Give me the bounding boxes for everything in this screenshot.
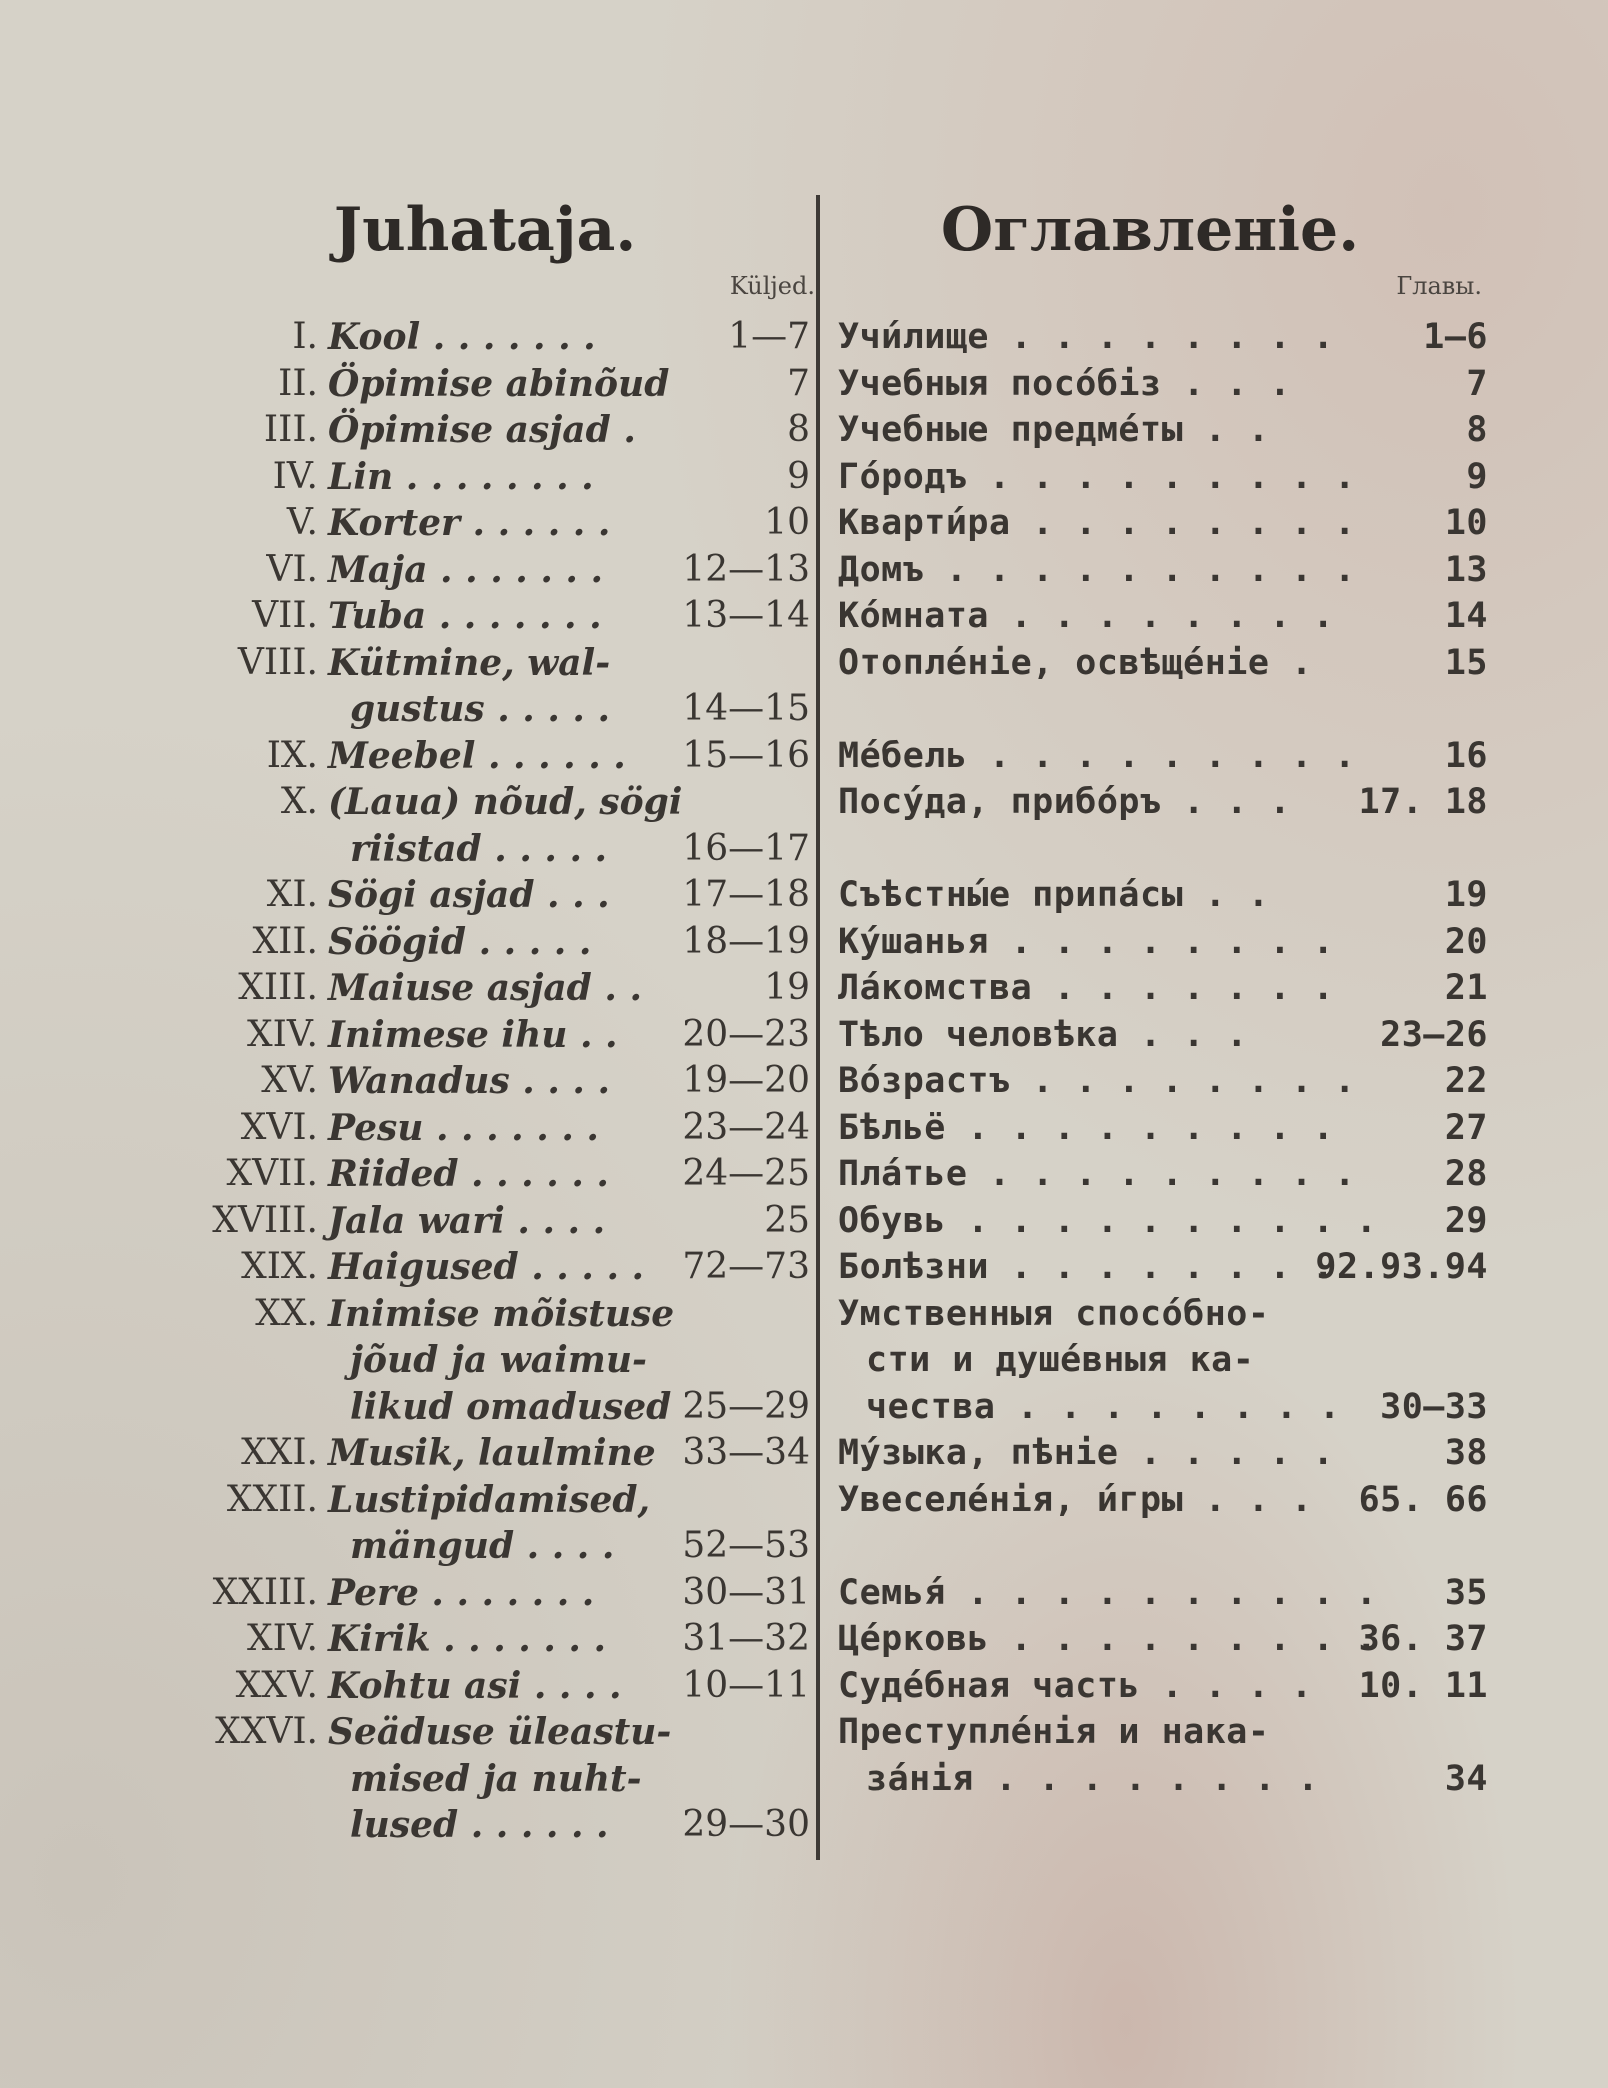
chapter-title: Seäduse üleastu- [328, 1711, 672, 1753]
chapter-number: XVIII. [212, 1199, 318, 1241]
russian-toc-row [838, 1616, 1488, 1662]
chapter-numbers: 15 [1444, 642, 1488, 683]
russian-toc-row [838, 500, 1488, 546]
chapter-number: IX. [266, 734, 318, 776]
chapter-title: Учебные предме́ты . . [838, 410, 1270, 450]
chapter-numbers: 16 [1444, 735, 1488, 776]
estonian-toc-row [110, 1384, 810, 1430]
chapter-title: Söögid . . . . . [328, 920, 592, 963]
russian-toc-row [838, 547, 1488, 593]
estonian-toc-row [110, 361, 810, 407]
chapter-number: XX. [255, 1292, 318, 1334]
page-range: 20—23 [682, 1013, 810, 1055]
chapter-title: Домъ . . . . . . . . . . [838, 549, 1356, 590]
russian-toc-row [838, 1430, 1488, 1476]
chapter-number: IV. [272, 455, 318, 497]
chapter-numbers: 38 [1444, 1433, 1488, 1473]
estonian-toc-row [110, 965, 810, 1011]
chapter-title: Умственныя спосо́бно- [838, 1293, 1270, 1334]
chapter-title: likud omadused [350, 1385, 672, 1428]
chapter-numbers: 23—26 [1380, 1014, 1488, 1055]
page-range: 16—17 [682, 827, 810, 869]
estonian-heading: Juhataja. [333, 195, 637, 265]
chapter-numbers: 28 [1444, 1154, 1488, 1194]
russian-toc-row [838, 1198, 1488, 1244]
estonian-toc-row [110, 407, 810, 453]
page-range: 29—30 [682, 1804, 810, 1845]
chapter-number: X. [280, 781, 318, 822]
chapter-numbers: 21 [1444, 968, 1488, 1008]
russian-toc-row [838, 1291, 1488, 1337]
russian-heading: Оглавленіе. [940, 195, 1360, 265]
chapter-title: Kool . . . . . . . [328, 316, 596, 358]
chapter-title: Haigused . . . . . [328, 1246, 645, 1288]
chapter-number: VIII. [237, 641, 318, 683]
page-range: 24—25 [682, 1153, 810, 1194]
chapter-numbers: 27 [1444, 1107, 1488, 1148]
chapter-numbers: 22 [1444, 1061, 1488, 1101]
chapter-number: XXV. [235, 1664, 318, 1706]
chapter-title: Lustipidamised, [328, 1478, 651, 1521]
chapter-numbers: 8 [1466, 410, 1488, 450]
russian-toc-row [838, 1663, 1488, 1709]
chapter-numbers: 10 [1444, 503, 1488, 543]
chapter-number: XIX. [241, 1246, 318, 1287]
estonian-toc-row [110, 1244, 810, 1290]
chapter-title: lused . . . . . . [350, 1804, 609, 1846]
chapter-numbers: 9 [1466, 456, 1488, 497]
russian-toc-row [838, 1477, 1488, 1523]
chapter-title: Тѣло человѣка . . . [838, 1014, 1248, 1055]
page-range: 1—7 [728, 316, 810, 357]
russian-toc-row [838, 919, 1488, 965]
chapter-number: XIII. [238, 967, 318, 1008]
chapter-title: Пла́тье . . . . . . . . . [838, 1154, 1356, 1194]
chapter-title: Обувь . . . . . . . . . . [838, 1200, 1378, 1241]
chapter-numbers: 7 [1466, 363, 1488, 404]
estonian-toc-row [110, 314, 810, 360]
page-range: 13—14 [682, 595, 810, 636]
chapter-title: Посу́да, прибо́ръ . . . [838, 782, 1292, 822]
chapter-number: XVII. [226, 1153, 318, 1194]
chapter-numbers: 65. 66 [1358, 1479, 1488, 1520]
russian-toc-row [838, 454, 1488, 500]
column-divider [816, 195, 820, 1860]
chapter-number: VII. [252, 595, 318, 636]
chapter-number: XXII. [226, 1478, 318, 1520]
page-range: 9 [787, 455, 810, 497]
page-range: 17—18 [682, 874, 810, 915]
page-range: 10 [764, 502, 810, 543]
chapter-numbers: 35 [1444, 1572, 1488, 1613]
russian-toc-row [838, 1105, 1488, 1151]
estonian-toc-row [110, 1058, 810, 1104]
chapter-title: riistad . . . . . [350, 827, 608, 870]
chapter-title: Jala wari . . . . [328, 1199, 606, 1242]
chapter-title: mised ja nuht- [350, 1757, 642, 1800]
chapter-title: Öpimise asjad . [328, 409, 636, 451]
chapter-numbers: 1—6 [1423, 317, 1488, 357]
estonian-toc-row [110, 686, 810, 732]
chapter-number: XXIII. [212, 1571, 318, 1613]
chapter-title: Съѣстны́е припа́сы . . [838, 875, 1270, 915]
chapter-number: XIV. [247, 1618, 318, 1659]
chapter-title: Ла́комства . . . . . . . [838, 968, 1335, 1008]
chapter-title: Riided . . . . . . [328, 1153, 609, 1195]
chapter-title: Kohtu asi . . . . [328, 1664, 622, 1707]
russian-toc-row [838, 1012, 1488, 1058]
russian-toc-row [838, 593, 1488, 639]
page-range: 31—32 [682, 1618, 810, 1659]
estonian-toc-row [110, 826, 810, 872]
chapter-numbers: 20 [1444, 921, 1488, 962]
chapter-title: Увеселе́нія, и́гры . . . [838, 1479, 1313, 1520]
chapter-numbers: 36. 37 [1358, 1619, 1488, 1659]
chapter-title: Wanadus . . . . [328, 1060, 611, 1102]
estonian-toc-row [110, 1430, 810, 1476]
chapter-title: Ку́шанья . . . . . . . . [838, 921, 1335, 962]
russian-toc-row [838, 733, 1488, 779]
page-range: 15—16 [682, 734, 810, 776]
russian-toc-row [838, 872, 1488, 918]
russian-toc-row [838, 1337, 1488, 1383]
estonian-toc-row [110, 872, 810, 918]
chapter-title: Musik, laulmine [328, 1432, 656, 1474]
chapter-numbers: 92.93.94 [1315, 1247, 1488, 1287]
russian-toc-row [838, 361, 1488, 407]
page-range: 30—31 [682, 1571, 810, 1613]
chapter-number: V. [286, 502, 318, 543]
chapter-title: Kirik . . . . . . . [328, 1618, 607, 1660]
page-range: 52—53 [682, 1525, 810, 1566]
estonian-toc-row [110, 1337, 810, 1383]
russian-toc-row [838, 407, 1488, 453]
estonian-toc-row [110, 547, 810, 593]
chapter-title: Суде́бная часть . . . . [838, 1665, 1313, 1706]
estonian-toc-row [110, 1756, 810, 1802]
russian-toc-row [838, 1570, 1488, 1616]
russian-toc-row [838, 1384, 1488, 1430]
chapter-title: Kütmine, wal- [328, 641, 611, 684]
chapter-title: Семья́ . . . . . . . . . . [838, 1572, 1378, 1613]
russian-toc-row [838, 1709, 1488, 1755]
estonian-toc-row [110, 593, 810, 639]
chapter-title: Ко́мната . . . . . . . . [838, 596, 1335, 636]
chapter-numbers: 10. 11 [1358, 1665, 1488, 1706]
estonian-column-label: Küljed. [729, 272, 815, 300]
estonian-toc-row [110, 1477, 810, 1523]
chapter-title: jõud ja waimu- [350, 1339, 647, 1381]
chapter-title: (Laua) nõud, sögi [328, 781, 683, 823]
russian-toc-row [838, 640, 1488, 686]
chapter-numbers: 13 [1444, 549, 1488, 590]
chapter-title: Inimese ihu . . [328, 1013, 618, 1056]
russian-toc-row [838, 1151, 1488, 1197]
page-range: 19 [764, 967, 810, 1008]
chapter-title: Öpimise abinõud [328, 362, 670, 405]
chapter-number: XV. [261, 1060, 318, 1101]
chapter-numbers: 29 [1444, 1200, 1488, 1241]
estonian-toc-row [110, 640, 810, 686]
chapter-number: III. [263, 409, 318, 450]
chapter-title: Во́зрастъ . . . . . . . . [838, 1061, 1356, 1101]
chapter-title: Бѣльё . . . . . . . . . [838, 1107, 1335, 1148]
page-range: 10—11 [682, 1664, 810, 1706]
page-range: 25—29 [682, 1385, 810, 1427]
chapter-title: за́нія . . . . . . . . [866, 1758, 1320, 1799]
chapter-number: XIV. [247, 1013, 318, 1055]
estonian-toc-row [110, 454, 810, 500]
chapter-title: Inimise mõistuse [328, 1292, 675, 1335]
chapter-title: Sögi asjad . . . [328, 874, 610, 916]
chapter-title: Це́рковь . . . . . . . . . [838, 1619, 1378, 1659]
estonian-toc-row [110, 1291, 810, 1337]
page-range: 8 [787, 409, 810, 450]
estonian-toc-row [110, 500, 810, 546]
estonian-toc-row [110, 1709, 810, 1755]
chapter-numbers: 14 [1444, 596, 1488, 636]
page-range: 12—13 [682, 548, 810, 590]
chapter-number: XI. [266, 874, 318, 915]
chapter-title: gustus . . . . . [350, 688, 611, 730]
russian-toc-row [838, 1756, 1488, 1802]
page-range: 18—19 [682, 920, 810, 962]
chapter-title: Korter . . . . . . [328, 502, 611, 544]
page-range: 19—20 [682, 1060, 810, 1101]
page-range: 14—15 [682, 688, 810, 729]
chapter-title: Pere . . . . . . . [328, 1571, 595, 1614]
chapter-number: XXI. [241, 1432, 318, 1473]
estonian-toc-row [110, 779, 810, 825]
chapter-title: Meebel . . . . . . [328, 734, 626, 777]
estonian-toc-row [110, 1012, 810, 1058]
chapter-title: Учи́лище . . . . . . . . [838, 317, 1335, 357]
estonian-toc-row [110, 1616, 810, 1662]
russian-toc-row [838, 1244, 1488, 1290]
chapter-number: VI. [266, 548, 318, 590]
page-range: 25 [764, 1199, 810, 1241]
estonian-toc-row [110, 1105, 810, 1151]
chapter-numbers: 30—33 [1380, 1386, 1488, 1427]
page-range: 7 [787, 362, 810, 404]
page-range: 23—24 [682, 1106, 810, 1148]
estonian-toc-row [110, 1198, 810, 1244]
estonian-toc-row [110, 1151, 810, 1197]
chapter-title: сти и душе́вныя ка- [866, 1340, 1255, 1380]
russian-toc-row [838, 1058, 1488, 1104]
chapter-number: XII. [252, 920, 318, 962]
chapter-title: Lin . . . . . . . . [328, 455, 594, 498]
chapter-title: Преступле́нія и нака- [838, 1712, 1270, 1752]
chapter-title: Pesu . . . . . . . [328, 1106, 599, 1149]
chapter-number: II. [278, 362, 318, 404]
chapter-numbers: 17. 18 [1358, 782, 1488, 822]
estonian-toc-row [110, 1802, 810, 1848]
estonian-toc-row [110, 733, 810, 779]
russian-toc-row [838, 779, 1488, 825]
chapter-title: Учебныя посо́біз . . . [838, 363, 1292, 404]
estonian-toc-row [110, 1523, 810, 1569]
chapter-title: чества . . . . . . . . [866, 1386, 1341, 1427]
chapter-number: XVI. [240, 1106, 318, 1148]
chapter-title: Maiuse asjad . . [328, 967, 642, 1009]
estonian-toc-row [110, 919, 810, 965]
chapter-title: Му́зыка, пѣніе . . . . . [838, 1433, 1335, 1473]
russian-toc-row [838, 965, 1488, 1011]
chapter-title: Maja . . . . . . . [328, 548, 603, 591]
chapter-number: XXVI. [215, 1711, 318, 1752]
chapter-title: Ме́бель . . . . . . . . . [838, 735, 1356, 776]
chapter-title: mängud . . . . [350, 1525, 615, 1567]
chapter-number: I. [292, 316, 318, 357]
russian-toc-row [838, 314, 1488, 360]
chapter-title: Кварти́ра . . . . . . . . [838, 503, 1356, 543]
chapter-title: Болѣзни . . . . . . . . [838, 1247, 1335, 1287]
chapter-numbers: 34 [1444, 1758, 1488, 1799]
page-range: 33—34 [682, 1432, 810, 1473]
chapter-numbers: 19 [1444, 875, 1488, 915]
estonian-toc-row [110, 1663, 810, 1709]
estonian-toc-row [110, 1570, 810, 1616]
russian-column-label: Главы. [1396, 272, 1482, 300]
chapter-title: Отопле́ніе, освѣще́ніе . [838, 642, 1313, 683]
chapter-title: Tuba . . . . . . . [328, 595, 602, 637]
chapter-title: Го́родъ . . . . . . . . . [838, 456, 1356, 497]
page-range: 72—73 [682, 1246, 810, 1287]
